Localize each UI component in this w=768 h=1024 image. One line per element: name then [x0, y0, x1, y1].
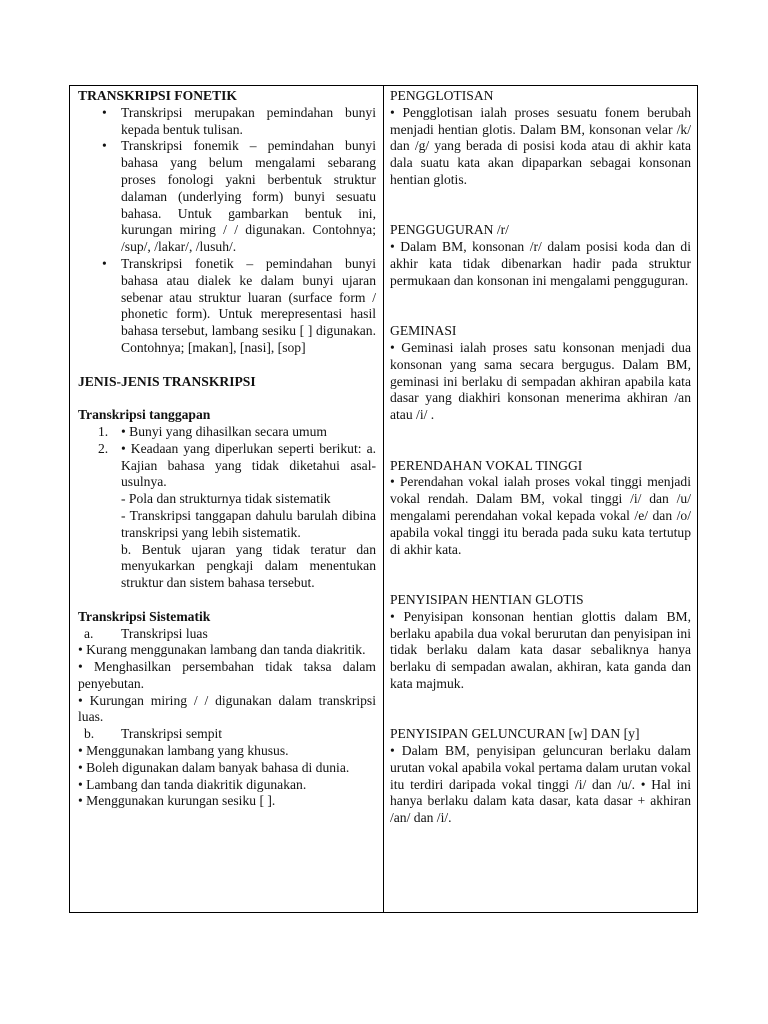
item-continuation: - Pola dan strukturnya tidak sistematik	[121, 491, 331, 507]
bullet-text: Transkripsi merupakan pemindahan bunyi kepada bentuk tulisan.	[121, 104, 376, 137]
section-title: PERENDAHAN VOKAL TINGGI	[390, 457, 583, 473]
subsection-title-tanggapan: Transkripsi tanggapan	[78, 407, 211, 423]
point-text: • Menggunakan kurungan sesiku [ ].	[78, 793, 276, 809]
numbered-item	[78, 441, 376, 491]
item-continuation: b. Bentuk ujaran yang tidak teratur dan menyukarkan pengkaji dalam menentukan struktur dan sistem bahasa tersebut.	[121, 541, 376, 591]
item-number: 1.	[98, 423, 109, 439]
bullet-item	[78, 138, 376, 256]
left-column	[78, 88, 376, 810]
point-text: • Boleh digunakan dalam banyak bahasa di dunia.	[78, 759, 350, 775]
section-title: PENGGLOTISAN	[390, 88, 494, 103]
bullet-icon: •	[102, 104, 107, 120]
section-body: • Penyisipan konsonan hentian glottis dalam BM, berlaku apabila dua vokal berurutan dan penyisipan ini tidak berlaku dalam kata dasar sebaliknya hanya berlaku di sempadan awalan, akhiran, kata ganda dan kata majmuk.	[390, 608, 691, 691]
section-title: PENYISIPAN GELUNCURAN [w] DAN [y]	[390, 726, 640, 742]
point-text: • Kurang menggunakan lambang dan tanda diakritik.	[78, 642, 366, 658]
lettered-item	[78, 726, 376, 743]
point-text: • Menggunakan lambang yang khusus.	[78, 743, 289, 759]
section-title: PENGGUGURAN /r/	[390, 222, 509, 238]
item-number: 2.	[98, 440, 109, 456]
point-text: • Lambang dan tanda diakritik digunakan.	[78, 776, 307, 792]
bullet-text: Transkripsi fonemik – pemindahan bunyi bahasa yang belum mengalami sebarang proses fonologi yakni berbentuk struktur dalaman (underlying form) bunyi sesuatu bahasa. Untuk gambarkan bentuk ini, kurungan miring / / digunakan. Contohnya; /sup/, /lakar/, /lusuh/.	[121, 138, 376, 255]
lettered-item	[78, 626, 376, 643]
section-title: GEMINASI	[390, 323, 457, 339]
item-letter: b.	[84, 726, 95, 742]
bullet-icon: •	[102, 138, 107, 154]
section-title-transkripsi-fonetik: TRANSKRIPSI FONETIK	[78, 88, 238, 103]
section-body: • Perendahan vokal ialah proses vokal tinggi menjadi vokal rendah. Dalam BM, vokal tinggi /i/ dan /u/ mengalami perendahan vokal kepada vokal /e/ dan /o/ apabila vokal tinggi itu berada pada suku kata tertutup di akhir kata.	[390, 474, 691, 557]
bullet-item	[78, 256, 376, 357]
bullet-icon: •	[102, 255, 107, 271]
right-column	[390, 88, 691, 827]
column-divider	[383, 85, 384, 913]
section-body: • Pengglotisan ialah proses sesuatu fonem berubah menjadi hentian glotis. Dalam BM, konsonan velar /k/ dan /g/ yang berada di posisi koda atau di akhir kata dala suatu kata akan dipaparkan sebagai konsonan hentian glotis.	[390, 104, 691, 187]
section-title-jenis-transkripsi: JENIS-JENIS TRANSKRIPSI	[78, 373, 256, 389]
subsection-title-sistematik: Transkripsi Sistematik	[78, 608, 211, 624]
item-continuation: - Transkripsi tanggapan dahulu barulah dibina transkripsi yang lebih sistematik.	[121, 507, 376, 540]
point-text: • Kurungan miring / / digunakan dalam transkripsi luas.	[78, 692, 376, 725]
item-text: • Keadaan yang diperlukan seperti berikut: a. Kajian bahasa yang tidak diketahui asal-usulnya.	[121, 440, 376, 490]
numbered-item	[78, 424, 376, 441]
item-letter: a.	[84, 625, 94, 641]
section-body: • Dalam BM, konsonan /r/ dalam posisi koda dan di akhir kata tidak dibenarkan hadir pada struktur permukaan dan konsonan ini mengalami pengguguran.	[390, 239, 691, 288]
item-label: Transkripsi luas	[121, 625, 208, 641]
section-title: PENYISIPAN HENTIAN GLOTIS	[390, 591, 584, 607]
bullet-text: Transkripsi fonetik – pemindahan bunyi bahasa atau dialek ke dalam bunyi ujaran sebenar atau struktur luaran (surface form / phonetic form). Untuk merepresentasi hasil bahasa tersebut, lambang sesiku [ ] digunakan. Contohnya; [makan], [nasi], [sop]	[121, 255, 376, 355]
section-body: • Geminasi ialah proses satu konsonan menjadi dua konsonan yang sama secara bergugus. Dalam BM, geminasi ini berlaku di sempadan akhiran apabila kata dasar yang diakhiri konsonan menerima akhiran /an atau /i/ .	[390, 339, 691, 423]
section-body: • Dalam BM, penyisipan geluncuran berlaku dalam urutan vokal apabila vokal pertama dalam urutan vokal itu terdiri daripada vokal tinggi /i/ dan /u/. • Hal ini hanya berlaku dalam kata dasar, kata dasar + akhiran /an/ dan /i/.	[390, 743, 691, 826]
item-label: Transkripsi sempit	[121, 726, 223, 742]
item-text: • Bunyi yang dihasilkan secara umum	[121, 423, 327, 439]
bullet-item	[78, 105, 376, 139]
point-text: • Menghasilkan persembahan tidak taksa dalam penyebutan.	[78, 659, 376, 691]
